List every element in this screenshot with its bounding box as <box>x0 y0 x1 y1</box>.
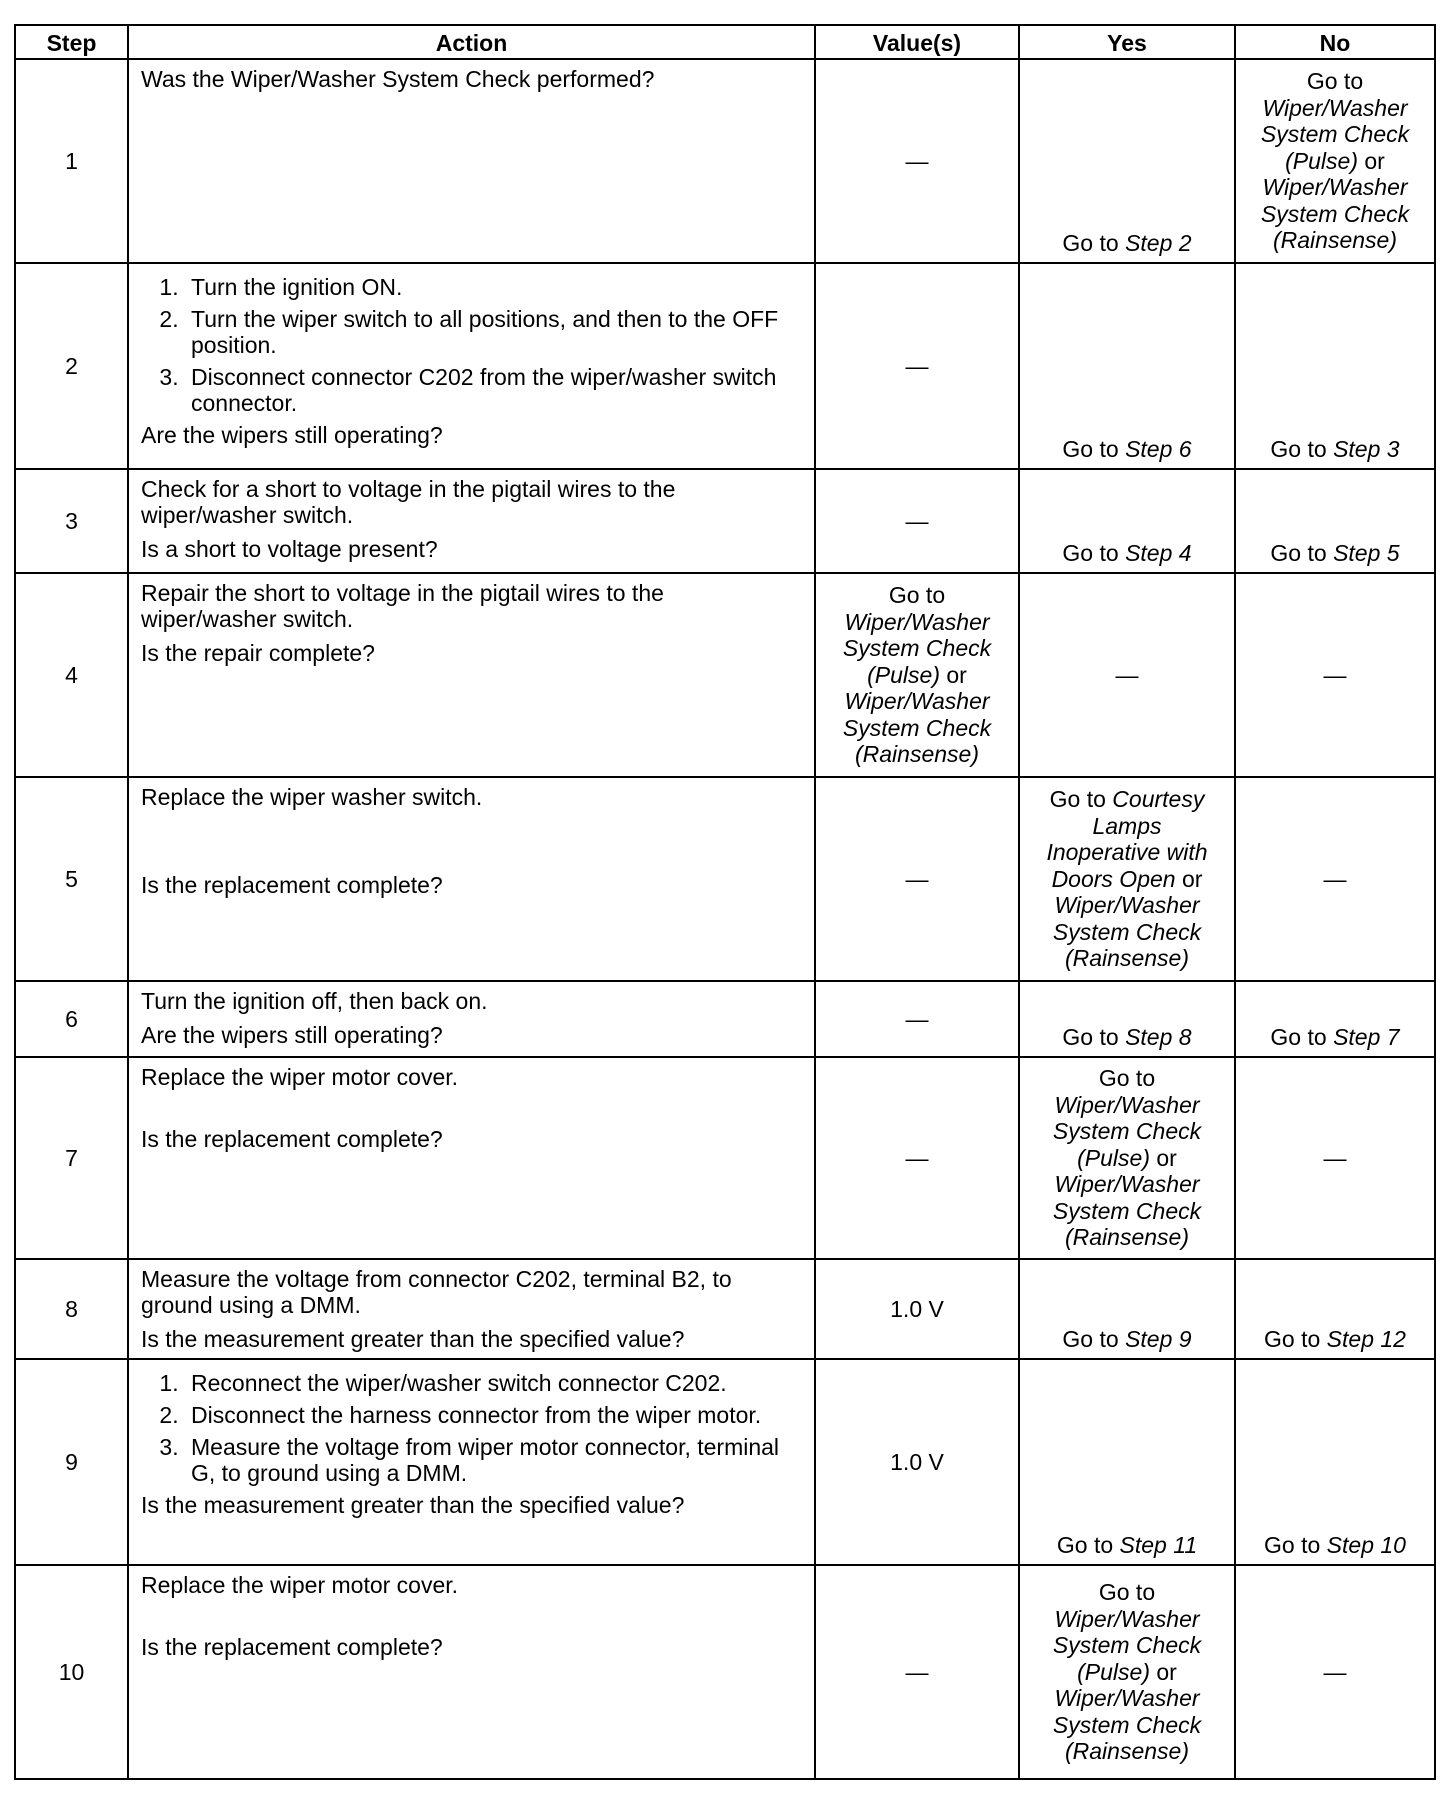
go-to-label: Go to <box>1049 786 1106 813</box>
table-row <box>15 59 1435 263</box>
value-cell: — <box>815 469 1019 573</box>
diagnostic-table <box>14 24 1436 1780</box>
go-to-label: Go to <box>1264 1325 1321 1352</box>
step-number: 1 <box>15 59 128 263</box>
header-action: Action <box>128 25 815 59</box>
step-link[interactable]: Step 5 <box>1333 539 1400 566</box>
go-to-label: Go to <box>1062 539 1119 566</box>
no-cell: — <box>1235 777 1435 981</box>
value-cell: — <box>815 981 1019 1057</box>
go-to-label: Go to <box>1264 1531 1321 1558</box>
system-check-link[interactable]: System Check <box>1052 1197 1202 1224</box>
yes-cell <box>1019 263 1235 469</box>
wiper-washer-link[interactable]: Wiper/Washer <box>844 608 990 635</box>
wiper-washer-link[interactable]: Wiper/Washer <box>1054 1171 1200 1198</box>
no-cell <box>1235 981 1435 1057</box>
action-cell <box>128 573 815 777</box>
action-cell <box>128 777 815 981</box>
header-no: No <box>1235 25 1435 59</box>
table-row <box>15 263 1435 469</box>
step-link[interactable]: Step 2 <box>1125 229 1192 256</box>
rainsense-label[interactable]: (Rainsense) <box>1065 1738 1189 1765</box>
value-cell: — <box>815 263 1019 469</box>
action-question: Is the measurement greater than the specified value? <box>141 1492 685 1518</box>
rainsense-label[interactable]: (Rainsense) <box>855 741 979 768</box>
pulse-label[interactable]: (Pulse) <box>1077 1658 1150 1685</box>
no-cell: — <box>1235 1565 1435 1779</box>
system-check-link[interactable]: System Check <box>1260 121 1410 148</box>
system-check-link[interactable]: System Check <box>1052 918 1202 945</box>
action-text: Measure the voltage from connector C202, terminal B2, to ground using a DMM. <box>141 1266 732 1318</box>
go-to-label: Go to <box>1056 1531 1114 1558</box>
no-cell: — <box>1235 1057 1435 1259</box>
go-to-label: Go to <box>1098 1579 1156 1606</box>
system-check-link[interactable]: System Check <box>842 635 992 662</box>
value-cell: — <box>815 777 1019 981</box>
no-cell <box>1235 469 1435 573</box>
system-check-link[interactable]: System Check <box>1052 1118 1202 1145</box>
action-text: Replace the wiper motor cover. <box>141 1572 459 1598</box>
value-cell: — <box>815 1057 1019 1259</box>
action-cell <box>128 1359 815 1565</box>
action-text: Check for a short to voltage in the pigtail wires to the wiper/washer switch. <box>141 476 676 528</box>
yes-cell <box>1019 59 1235 263</box>
system-check-link[interactable]: System Check <box>842 714 992 741</box>
wiper-washer-link[interactable]: Wiper/Washer <box>1054 1685 1200 1712</box>
step-number: 10 <box>15 1565 128 1779</box>
value-cell: 1.0 V <box>815 1359 1019 1565</box>
go-to-label: Go to <box>1306 68 1364 95</box>
yes-cell <box>1019 1565 1235 1779</box>
action-question: Are the wipers still operating? <box>141 1022 443 1048</box>
table-row <box>15 1565 1435 1779</box>
table-row <box>15 469 1435 573</box>
step-number: 4 <box>15 573 128 777</box>
list-item: 1. Reconnect the wiper/washer switch connector C202. <box>185 1370 802 1396</box>
table-row <box>15 1359 1435 1565</box>
action-text: Was the Wiper/Washer System Check performed? <box>141 66 655 92</box>
list-item: 3. Measure the voltage from wiper motor connector, terminal G, to ground using a DMM. <box>185 1434 802 1486</box>
action-question: Is the repair complete? <box>141 640 375 666</box>
yes-cell <box>1019 469 1235 573</box>
action-cell <box>128 1057 815 1259</box>
step-link[interactable]: Step 11 <box>1119 1531 1198 1558</box>
wiper-washer-link[interactable]: Wiper/Washer <box>844 688 990 715</box>
step-link[interactable]: Step 7 <box>1333 1023 1400 1050</box>
go-to-label: Go to <box>1062 1325 1119 1352</box>
system-check-link[interactable]: System Check <box>1260 200 1410 227</box>
table-row <box>15 981 1435 1057</box>
step-number: 3 <box>15 469 128 573</box>
no-cell <box>1235 263 1435 469</box>
header-row <box>15 25 1435 59</box>
value-cell: — <box>815 59 1019 263</box>
wiper-washer-link[interactable]: Wiper/Washer <box>1054 892 1200 919</box>
wiper-washer-link[interactable]: Wiper/Washer <box>1054 1091 1200 1118</box>
step-link[interactable]: Step 10 <box>1326 1531 1406 1558</box>
step-link[interactable]: Step 12 <box>1326 1325 1406 1352</box>
wiper-washer-link[interactable]: Wiper/Washer <box>1262 174 1408 201</box>
step-link[interactable]: Step 6 <box>1125 435 1192 462</box>
header-step: Step <box>15 25 128 59</box>
rainsense-label[interactable]: (Rainsense) <box>1273 227 1397 254</box>
pulse-label[interactable]: (Pulse) <box>1077 1144 1150 1171</box>
step-number: 2 <box>15 263 128 469</box>
action-question: Is the replacement complete? <box>141 872 443 898</box>
yes-cell <box>1019 1259 1235 1359</box>
or-label: or <box>1156 1658 1177 1685</box>
action-text: Repair the short to voltage in the pigtail wires to the wiper/washer switch. <box>141 580 664 632</box>
step-link[interactable]: Step 3 <box>1333 435 1400 462</box>
action-cell <box>128 59 815 263</box>
action-text: Turn the ignition off, then back on. <box>141 988 488 1014</box>
list-item: 2. Turn the wiper switch to all positions, and then to the OFF position. <box>185 306 802 358</box>
step-number: 8 <box>15 1259 128 1359</box>
action-question: Is the replacement complete? <box>141 1126 443 1152</box>
table-row <box>15 777 1435 981</box>
go-to-label: Go to <box>1270 435 1327 462</box>
action-question: Are the wipers still operating? <box>141 422 443 448</box>
go-to-label: Go to <box>1062 1023 1119 1050</box>
action-cell <box>128 263 815 469</box>
header-yes: Yes <box>1019 25 1235 59</box>
yes-cell <box>1019 1057 1235 1259</box>
no-cell <box>1235 1359 1435 1565</box>
yes-cell <box>1019 981 1235 1057</box>
step-link[interactable]: Step 9 <box>1125 1325 1192 1352</box>
rainsense-label[interactable]: (Rainsense) <box>1065 1224 1189 1251</box>
step-number: 9 <box>15 1359 128 1565</box>
action-question: Is the measurement greater than the specified value? <box>141 1326 685 1352</box>
pulse-label[interactable]: (Pulse) <box>867 661 940 688</box>
no-cell <box>1235 59 1435 263</box>
courtesy-lamps-link[interactable]: Courtesy Lamps Inoperative with Doors Open <box>1046 786 1208 892</box>
wiper-washer-link[interactable]: Wiper/Washer <box>1262 94 1408 121</box>
yes-cell <box>1019 1359 1235 1565</box>
or-label: or <box>1181 865 1203 892</box>
step-link[interactable]: Step 4 <box>1125 539 1192 566</box>
no-cell: — <box>1235 573 1435 777</box>
go-to-label: Go to <box>1062 229 1119 256</box>
step-number: 7 <box>15 1057 128 1259</box>
value-cell <box>815 573 1019 777</box>
yes-cell <box>1019 777 1235 981</box>
list-item: 2. Disconnect the harness connector from the wiper motor. <box>185 1402 802 1428</box>
step-number: 6 <box>15 981 128 1057</box>
system-check-link[interactable]: System Check <box>1052 1632 1202 1659</box>
action-question: Is a short to voltage present? <box>141 536 438 562</box>
wiper-washer-link[interactable]: Wiper/Washer <box>1054 1605 1200 1632</box>
action-cell <box>128 981 815 1057</box>
action-text: Replace the wiper washer switch. <box>141 784 483 810</box>
list-item: 1. Turn the ignition ON. <box>185 274 802 300</box>
table-row <box>15 1057 1435 1259</box>
go-to-label: Go to <box>1062 435 1119 462</box>
action-question: Is the replacement complete? <box>141 1634 443 1660</box>
action-cell <box>128 1565 815 1779</box>
table-row <box>15 573 1435 777</box>
action-cell <box>128 469 815 573</box>
or-label: or <box>1364 147 1385 174</box>
or-label: or <box>946 661 967 688</box>
go-to-label: Go to <box>888 582 946 609</box>
pulse-label[interactable]: (Pulse) <box>1285 147 1358 174</box>
list-item: 3. Disconnect connector C202 from the wiper/washer switch connector. <box>185 364 802 416</box>
go-to-label: Go to <box>1270 1023 1327 1050</box>
value-cell: 1.0 V <box>815 1259 1019 1359</box>
system-check-link[interactable]: System Check <box>1052 1711 1202 1738</box>
go-to-label: Go to <box>1270 539 1327 566</box>
action-list <box>141 1370 802 1486</box>
step-number: 5 <box>15 777 128 981</box>
action-cell <box>128 1259 815 1359</box>
table-row <box>15 1259 1435 1359</box>
action-text: Replace the wiper motor cover. <box>141 1064 459 1090</box>
or-label: or <box>1156 1144 1177 1171</box>
value-cell: — <box>815 1565 1019 1779</box>
action-list <box>141 274 802 416</box>
step-link[interactable]: Step 8 <box>1125 1023 1192 1050</box>
header-values: Value(s) <box>815 25 1019 59</box>
yes-cell: — <box>1019 573 1235 777</box>
rainsense-label[interactable]: (Rainsense) <box>1065 945 1189 972</box>
go-to-label: Go to <box>1098 1065 1156 1092</box>
no-cell <box>1235 1259 1435 1359</box>
